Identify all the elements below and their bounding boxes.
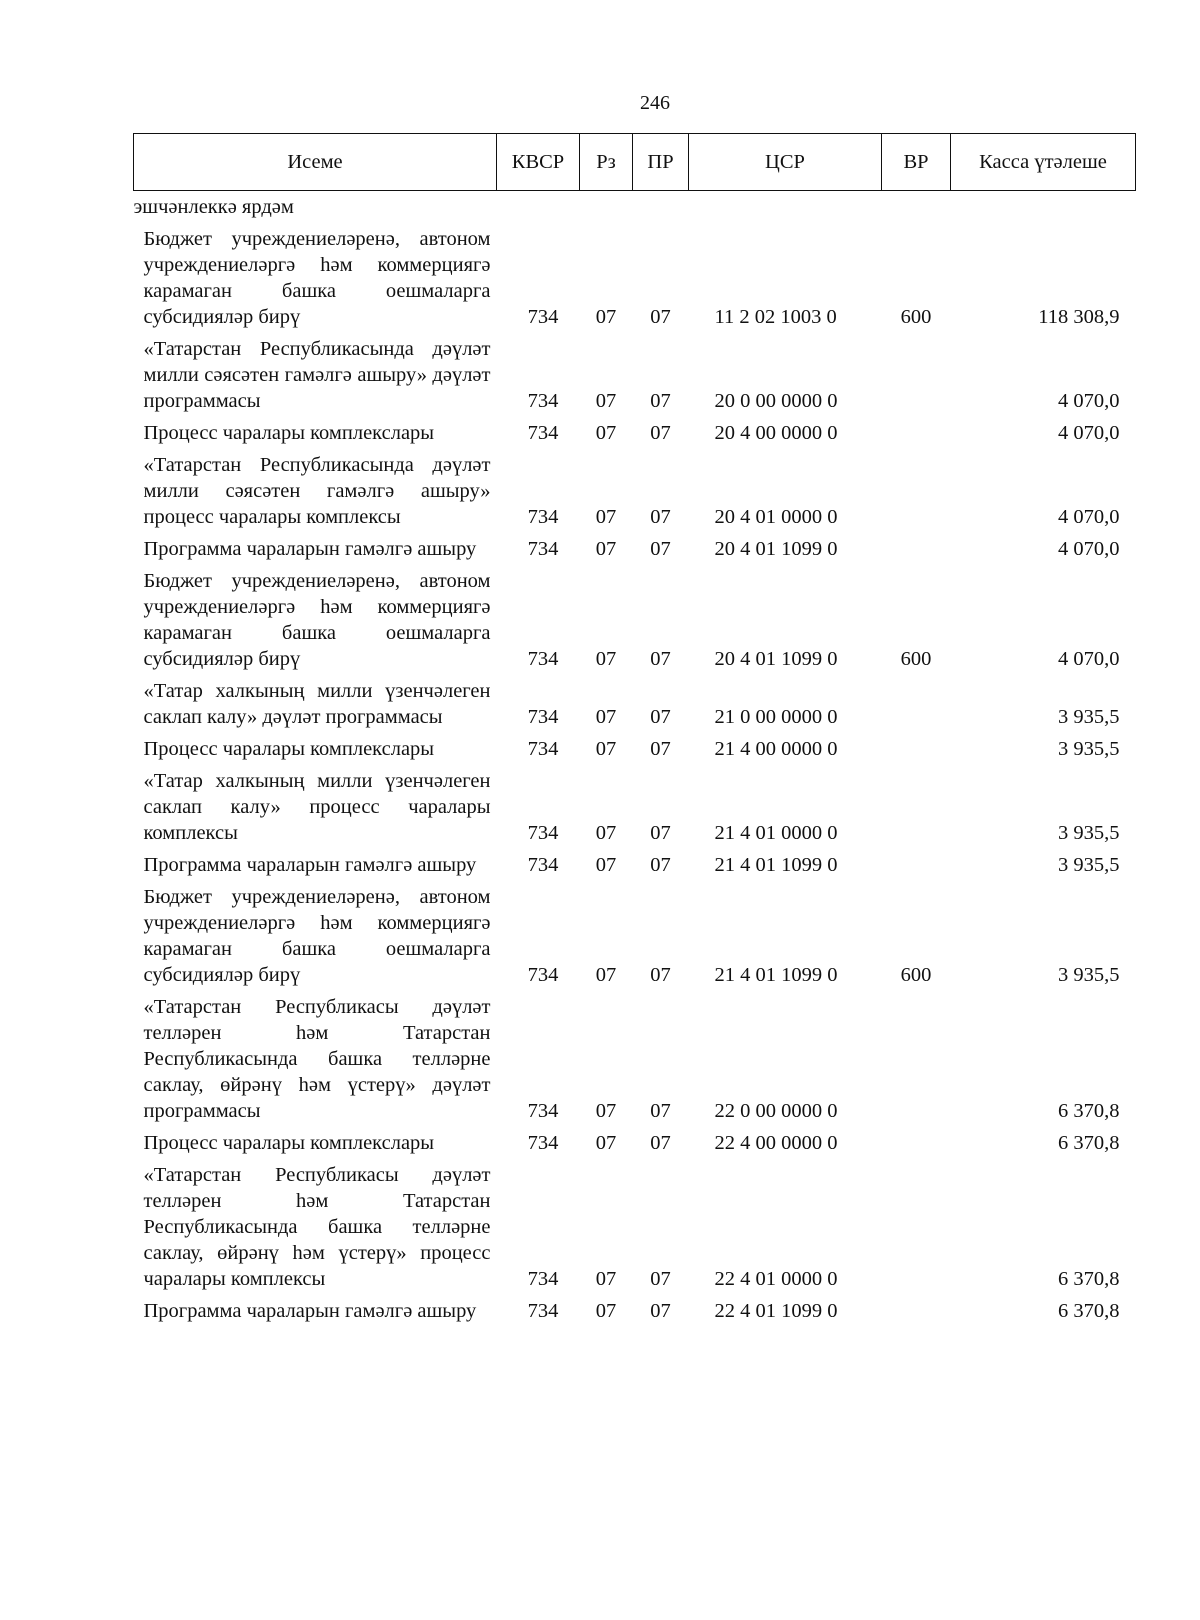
row-rz: 07 bbox=[595, 1132, 617, 1154]
row-rz: 07 bbox=[595, 648, 617, 670]
table-row bbox=[134, 849, 1136, 881]
row-rz: 07 bbox=[595, 1268, 617, 1290]
row-vr bbox=[882, 333, 951, 417]
row-sum: 4 070,0 bbox=[1058, 648, 1120, 670]
table-row bbox=[134, 417, 1136, 449]
table-row bbox=[134, 565, 1136, 675]
row-pr: 07 bbox=[650, 422, 671, 444]
row-kvsr: 734 bbox=[527, 538, 559, 560]
page-number: 246 bbox=[640, 92, 670, 114]
row-sum: 6 370,8 bbox=[1058, 1300, 1120, 1322]
header-vr: ВР bbox=[882, 134, 951, 191]
row-rz: 07 bbox=[595, 422, 617, 444]
row-kvsr: 734 bbox=[527, 822, 559, 844]
row-name: «Татарстан Республикасы дәүләт телләрен һәм Татарстан Республикасында башка телләрне саклау, өйрәнү һәм үстерү» дәүләт программасы bbox=[143, 996, 491, 1122]
row-name: Программа чараларын гамәлгә ашыру bbox=[143, 538, 477, 560]
row-vr bbox=[882, 533, 951, 565]
table-row bbox=[134, 1127, 1136, 1159]
table-row bbox=[134, 191, 1136, 224]
row-csr: 20 4 01 1099 0 bbox=[714, 648, 838, 670]
row-sum: 3 935,5 bbox=[1058, 738, 1120, 760]
row-name: Процесс чаралары комплекслары bbox=[143, 738, 435, 760]
row-vr bbox=[882, 675, 951, 733]
row-csr: 21 4 01 1099 0 bbox=[714, 964, 838, 986]
row-vr: 600 bbox=[900, 964, 932, 986]
row-rz: 07 bbox=[595, 964, 617, 986]
row-kvsr: 734 bbox=[527, 390, 559, 412]
table-row bbox=[134, 533, 1136, 565]
header-sum: Касса үтәлеше bbox=[951, 134, 1136, 191]
table-row bbox=[134, 991, 1136, 1127]
row-vr bbox=[882, 991, 951, 1127]
row-sum bbox=[951, 191, 1136, 224]
row-kvsr: 734 bbox=[527, 706, 559, 728]
row-pr: 07 bbox=[650, 648, 671, 670]
row-pr: 07 bbox=[650, 390, 671, 412]
row-vr bbox=[882, 417, 951, 449]
row-pr: 07 bbox=[650, 538, 671, 560]
header-pr: ПР bbox=[633, 134, 689, 191]
row-rz: 07 bbox=[595, 306, 617, 328]
row-name: «Татарстан Республикасында дәүләт милли сәясәтен гамәлгә ашыру» процесс чаралары комплексы bbox=[143, 454, 491, 528]
row-rz: 07 bbox=[595, 538, 617, 560]
table-row bbox=[134, 1159, 1136, 1295]
row-kvsr bbox=[497, 191, 580, 224]
row-sum: 3 935,5 bbox=[1058, 706, 1120, 728]
row-rz: 07 bbox=[595, 738, 617, 760]
row-csr: 20 4 01 0000 0 bbox=[714, 506, 838, 528]
row-csr: 21 0 00 0000 0 bbox=[714, 706, 838, 728]
row-vr bbox=[882, 1159, 951, 1295]
row-pr: 07 bbox=[650, 1300, 671, 1322]
row-name: «Татарстан Республикасы дәүләт телләрен һәм Татарстан Республикасында башка телләрне саклау, өйрәнү һәм үстерү» процесс чаралары комплексы bbox=[143, 1164, 491, 1290]
row-vr bbox=[882, 191, 951, 224]
row-name: «Татарстан Республикасында дәүләт милли сәясәтен гамәлгә ашыру» дәүләт программасы bbox=[143, 338, 491, 412]
header-csr: ЦСР bbox=[689, 134, 882, 191]
row-kvsr: 734 bbox=[527, 964, 559, 986]
row-sum: 6 370,8 bbox=[1058, 1100, 1120, 1122]
row-sum: 4 070,0 bbox=[1058, 422, 1120, 444]
row-pr: 07 bbox=[650, 1100, 671, 1122]
row-name: Программа чараларын гамәлгә ашыру bbox=[143, 1300, 477, 1322]
row-vr bbox=[882, 1127, 951, 1159]
row-kvsr: 734 bbox=[527, 506, 559, 528]
row-name: эшчәнлеккә ярдәм bbox=[133, 196, 294, 218]
table-row bbox=[134, 333, 1136, 417]
row-kvsr: 734 bbox=[527, 648, 559, 670]
table-row bbox=[134, 449, 1136, 533]
row-name: «Татар халкының милли үзенчәлеген саклап калу» процесс чаралары комплексы bbox=[143, 770, 491, 844]
row-name: Бюджет учреждениеләренә, автоном учреждениеләргә һәм коммерциягә карамаган башка оешмаларга субсидияләр бирү bbox=[143, 570, 491, 670]
row-pr: 07 bbox=[650, 822, 671, 844]
row-sum: 3 935,5 bbox=[1058, 822, 1120, 844]
row-csr: 21 4 01 0000 0 bbox=[714, 822, 838, 844]
row-csr: 22 0 00 0000 0 bbox=[714, 1100, 838, 1122]
header-kvsr: КВСР bbox=[497, 134, 580, 191]
row-name: Программа чараларын гамәлгә ашыру bbox=[143, 854, 477, 876]
row-rz: 07 bbox=[595, 506, 617, 528]
row-vr bbox=[882, 733, 951, 765]
row-name: Бюджет учреждениеләренә, автоном учреждениеләргә һәм коммерциягә карамаган башка оешмаларга субсидияләр бирү bbox=[143, 886, 491, 986]
row-vr: 600 bbox=[900, 648, 932, 670]
row-pr: 07 bbox=[650, 1268, 671, 1290]
row-kvsr: 734 bbox=[527, 1132, 559, 1154]
table-header-row bbox=[134, 134, 1136, 191]
row-vr bbox=[882, 1295, 951, 1327]
row-name: Процесс чаралары комплекслары bbox=[143, 1132, 435, 1154]
row-pr: 07 bbox=[650, 706, 671, 728]
row-sum: 118 308,9 bbox=[1038, 306, 1120, 328]
table-row bbox=[134, 765, 1136, 849]
row-sum: 4 070,0 bbox=[1058, 506, 1120, 528]
row-name: Процесс чаралары комплекслары bbox=[143, 422, 435, 444]
row-sum: 4 070,0 bbox=[1058, 390, 1120, 412]
row-csr: 11 2 02 1003 0 bbox=[714, 306, 837, 328]
row-csr: 21 4 00 0000 0 bbox=[714, 738, 838, 760]
row-vr: 600 bbox=[900, 306, 932, 328]
row-rz: 07 bbox=[595, 706, 617, 728]
row-sum: 4 070,0 bbox=[1058, 538, 1120, 560]
header-rz: Рз bbox=[580, 134, 633, 191]
row-sum: 3 935,5 bbox=[1058, 964, 1120, 986]
row-csr: 22 4 00 0000 0 bbox=[714, 1132, 838, 1154]
row-pr: 07 bbox=[650, 306, 671, 328]
row-rz: 07 bbox=[595, 1100, 617, 1122]
row-pr: 07 bbox=[650, 738, 671, 760]
row-vr bbox=[882, 849, 951, 881]
row-pr bbox=[633, 191, 689, 224]
table-row bbox=[134, 223, 1136, 333]
row-rz: 07 bbox=[595, 390, 617, 412]
row-rz bbox=[580, 191, 633, 224]
row-rz: 07 bbox=[595, 822, 617, 844]
header-name: Исеме bbox=[134, 134, 497, 191]
row-csr: 22 4 01 0000 0 bbox=[714, 1268, 838, 1290]
row-kvsr: 734 bbox=[527, 306, 559, 328]
row-kvsr: 734 bbox=[527, 1268, 559, 1290]
row-vr bbox=[882, 765, 951, 849]
row-name: «Татар халкының милли үзенчәлеген саклап калу» дәүләт программасы bbox=[143, 680, 491, 728]
row-kvsr: 734 bbox=[527, 854, 559, 876]
row-csr: 22 4 01 1099 0 bbox=[714, 1300, 838, 1322]
row-csr bbox=[689, 191, 882, 224]
row-kvsr: 734 bbox=[527, 1300, 559, 1322]
table-row bbox=[134, 1295, 1136, 1327]
table-row bbox=[134, 881, 1136, 991]
table-row bbox=[134, 733, 1136, 765]
row-rz: 07 bbox=[595, 854, 617, 876]
table-row bbox=[134, 675, 1136, 733]
row-kvsr: 734 bbox=[527, 422, 559, 444]
row-pr: 07 bbox=[650, 1132, 671, 1154]
row-pr: 07 bbox=[650, 854, 671, 876]
row-vr bbox=[882, 449, 951, 533]
row-rz: 07 bbox=[595, 1300, 617, 1322]
row-name: Бюджет учреждениеләренә, автоном учреждениеләргә һәм коммерциягә карамаган башка оешмаларга субсидияләр бирү bbox=[143, 228, 491, 328]
row-sum: 3 935,5 bbox=[1058, 854, 1120, 876]
row-csr: 21 4 01 1099 0 bbox=[714, 854, 838, 876]
row-pr: 07 bbox=[650, 964, 671, 986]
row-csr: 20 0 00 0000 0 bbox=[714, 390, 838, 412]
row-kvsr: 734 bbox=[527, 738, 559, 760]
row-sum: 6 370,8 bbox=[1058, 1268, 1120, 1290]
budget-execution-table bbox=[133, 133, 1136, 1327]
row-pr: 07 bbox=[650, 506, 671, 528]
row-csr: 20 4 00 0000 0 bbox=[714, 422, 838, 444]
row-sum: 6 370,8 bbox=[1058, 1132, 1120, 1154]
row-kvsr: 734 bbox=[527, 1100, 559, 1122]
row-csr: 20 4 01 1099 0 bbox=[714, 538, 838, 560]
